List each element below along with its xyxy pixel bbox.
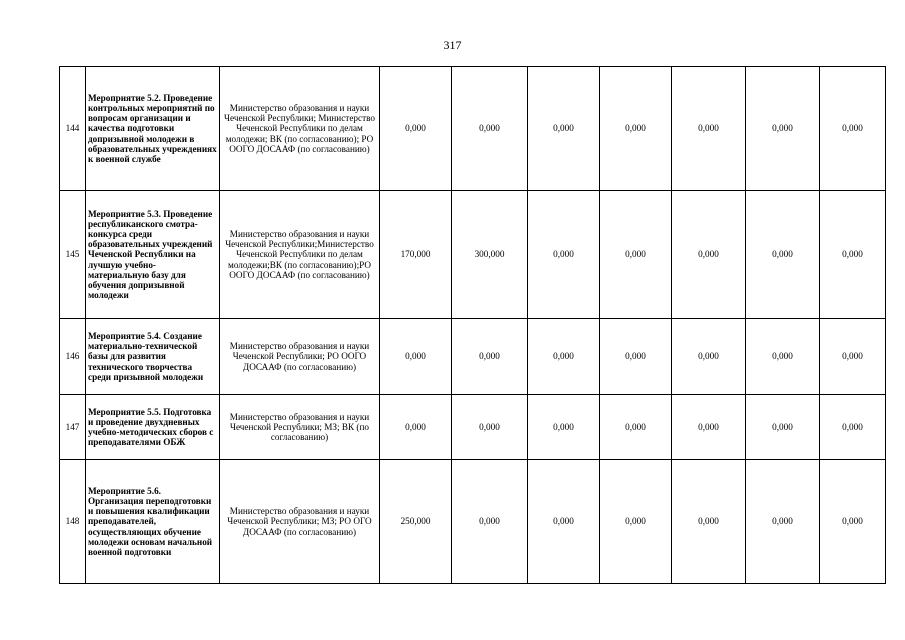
value-cell: 0,000 <box>600 191 672 319</box>
value-cell: 0,000 <box>528 67 600 191</box>
value-cell: 250,000 <box>380 460 452 584</box>
value-cell: 0,000 <box>452 460 528 584</box>
responsible-executors: Министерство образования и науки Чеченской Республики; МЗ; ВК (по согласованию) <box>220 395 380 460</box>
activity-name: Мероприятие 5.3. Проведение республиканского смотра-конкурса среди образовательных учреждений Чеченской Республики на лучшую учебно-материальную базу для обучения допризывной молодежи <box>86 191 220 319</box>
activity-name: Мероприятие 5.5. Подготовка и проведение двухдневных учебно-методических сборов с преподавателями ОБЖ <box>86 395 220 460</box>
value-cell: 0,000 <box>600 319 672 395</box>
row-number: 145 <box>60 191 86 319</box>
budget-table <box>59 66 886 584</box>
table-row <box>60 319 886 395</box>
value-cell: 0,000 <box>380 395 452 460</box>
page-number: 317 <box>443 38 462 52</box>
table-row <box>60 191 886 319</box>
row-number: 144 <box>60 67 86 191</box>
value-cell: 0,000 <box>528 460 600 584</box>
responsible-executors: Министерство образования и науки Чеченской Республики;Министерство Чеченской Республики по делам молодежи;ВК (по согласованию);РО ООГО ДОСААФ (по согласованию) <box>220 191 380 319</box>
table-row <box>60 460 886 584</box>
value-cell: 0,000 <box>452 319 528 395</box>
value-cell: 0,000 <box>528 191 600 319</box>
activity-name: Мероприятие 5.4. Создание материально-технической базы для развития технического творчества среди призывной молодежи <box>86 319 220 395</box>
responsible-executors: Министерство образования и науки Чеченской Республики; РО ООГО ДОСААФ (по согласованию) <box>220 319 380 395</box>
value-cell: 0,000 <box>820 460 886 584</box>
value-cell: 0,000 <box>600 395 672 460</box>
value-cell: 0,000 <box>672 460 746 584</box>
value-cell: 0,000 <box>820 395 886 460</box>
value-cell: 170,000 <box>380 191 452 319</box>
value-cell: 0,000 <box>820 67 886 191</box>
row-number: 148 <box>60 460 86 584</box>
row-number: 146 <box>60 319 86 395</box>
value-cell: 0,000 <box>820 319 886 395</box>
value-cell: 0,000 <box>600 460 672 584</box>
value-cell: 0,000 <box>746 395 820 460</box>
value-cell: 0,000 <box>820 191 886 319</box>
table-row <box>60 395 886 460</box>
value-cell: 0,000 <box>380 319 452 395</box>
value-cell: 0,000 <box>746 191 820 319</box>
value-cell: 0,000 <box>600 67 672 191</box>
activity-name: Мероприятие 5.2. Проведение контрольных мероприятий по вопросам организации и качества подготовки допризывной молодежи в образовательных учреждениях к военной службе <box>86 67 220 191</box>
value-cell: 0,000 <box>380 67 452 191</box>
value-cell: 0,000 <box>672 319 746 395</box>
responsible-executors: Министерство образования и науки Чеченской Республики; МЗ; РО ОГО ДОСААФ (по согласованию) <box>220 460 380 584</box>
value-cell: 0,000 <box>746 460 820 584</box>
value-cell: 0,000 <box>746 67 820 191</box>
value-cell: 0,000 <box>672 191 746 319</box>
value-cell: 300,000 <box>452 191 528 319</box>
value-cell: 0,000 <box>452 395 528 460</box>
value-cell: 0,000 <box>672 67 746 191</box>
table-row <box>60 67 886 191</box>
value-cell: 0,000 <box>746 319 820 395</box>
row-number: 147 <box>60 395 86 460</box>
responsible-executors: Министерство образования и науки Чеченской Республики; Министерство Чеченской Республики по делам молодежи; ВК (по согласованию); РО ООГО ДОСААФ (по согласованию) <box>220 67 380 191</box>
value-cell: 0,000 <box>528 319 600 395</box>
value-cell: 0,000 <box>672 395 746 460</box>
value-cell: 0,000 <box>452 67 528 191</box>
value-cell: 0,000 <box>528 395 600 460</box>
activity-name: Мероприятие 5.6. Организация переподготовки и повышения квалификации преподавателей, осуществляющих обучение молодежи основам начальной военной подготовки <box>86 460 220 584</box>
